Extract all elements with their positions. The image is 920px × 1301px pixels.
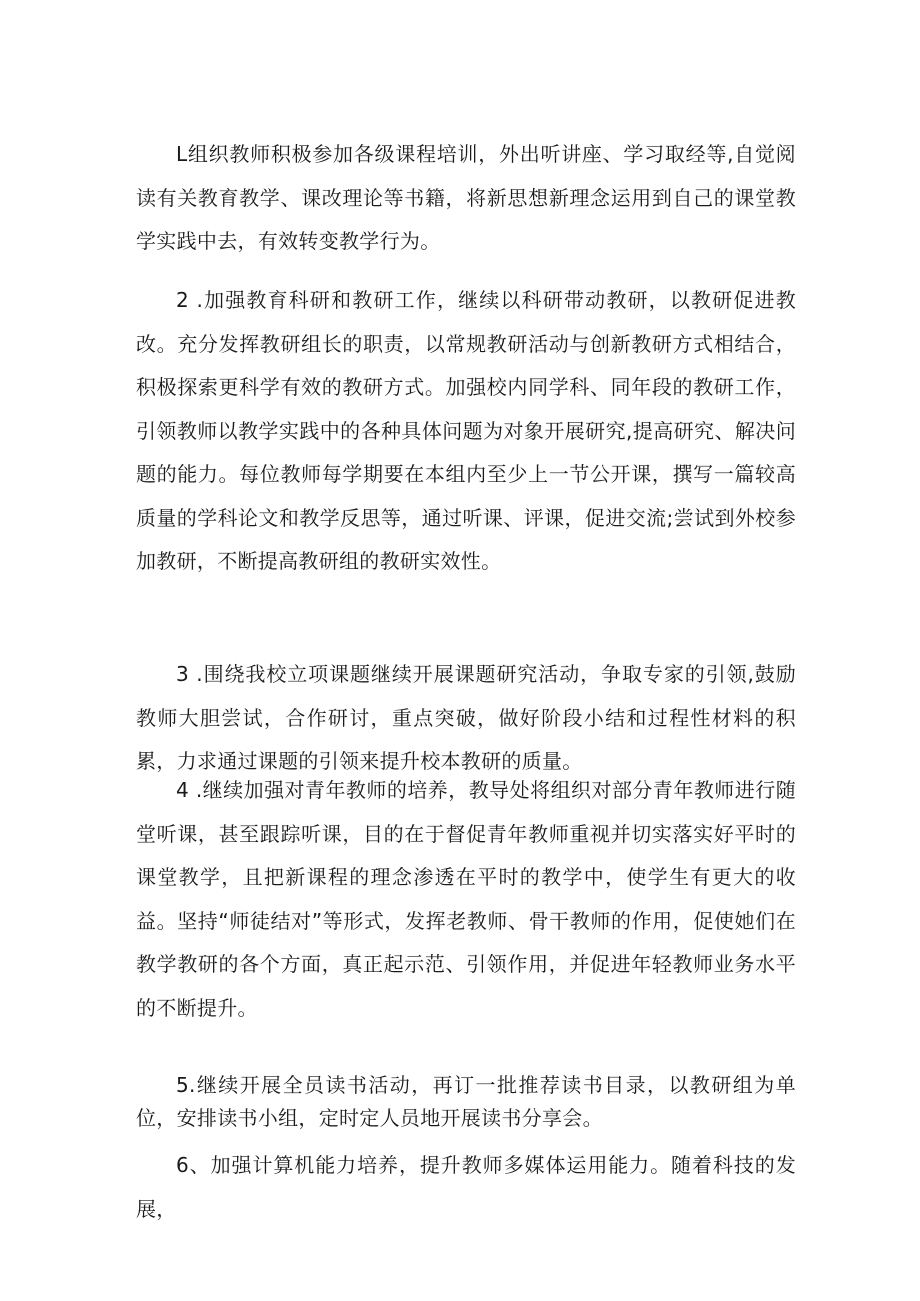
paragraph-5: 5.继续开展全员读书活动，再订一批推荐读书目录，以教研组为单位，安排读书小组，定时定人员地开展读书分享会。: [136, 1073, 796, 1130]
paragraph-6: 6、加强计算机能力培养，提升教师多媒体运用能力。随着科技的发展，: [136, 1153, 796, 1221]
paragraph-2: 2 .加强教育科研和教研工作，继续以科研带动教研，以教研促进教改。充分发挥教研组长的职责，以常规教研活动与创新教研方式相结合，积极探索更科学有效的教研方式。加强校内同学科、同年段的教研工作，引领教师以教学实践中的各种具体问题为对象开展研究,提高研究、解决问题的能力。每位教师每学期要在本组内至少上一节公开课，撰写一篇较高质量的学科论文和教学反思等，通过听课、评课，促进交流;尝试到外校参加教研，不断提高教研组的教研实效性。: [136, 288, 796, 573]
paragraph-3: 3 .围绕我校立项课题继续开展课题研究活动，争取专家的引领,鼓励教师大胆尝试，合作研讨，重点突破，做好阶段小结和过程性材料的积累，力求通过课题的引领来提升校本教研的质量。: [136, 662, 796, 773]
paragraph-1: L组织教师积极参加各级课程培训，外出听讲座、学习取经等,自觉阅读有关教育教学、课改理论等书籍，将新思想新理念运用到自己的课堂教学实践中去，有效转变教学行为。: [136, 142, 796, 253]
paragraph-4: 4 .继续加强对青年教师的培养，教导处将组织对部分青年教师进行随堂听课，甚至跟踪听课，目的在于督促青年教师重视并切实落实好平时的课堂教学，且把新课程的理念渗透在平时的教学中，使学生有更大的收益。坚持“师徒结对”等形式，发挥老教师、骨干教师的作用，促使她们在教学教研的各个方面，真正起示范、引领作用，并促进年轻教师业务水平的不断提升。: [136, 778, 796, 1020]
